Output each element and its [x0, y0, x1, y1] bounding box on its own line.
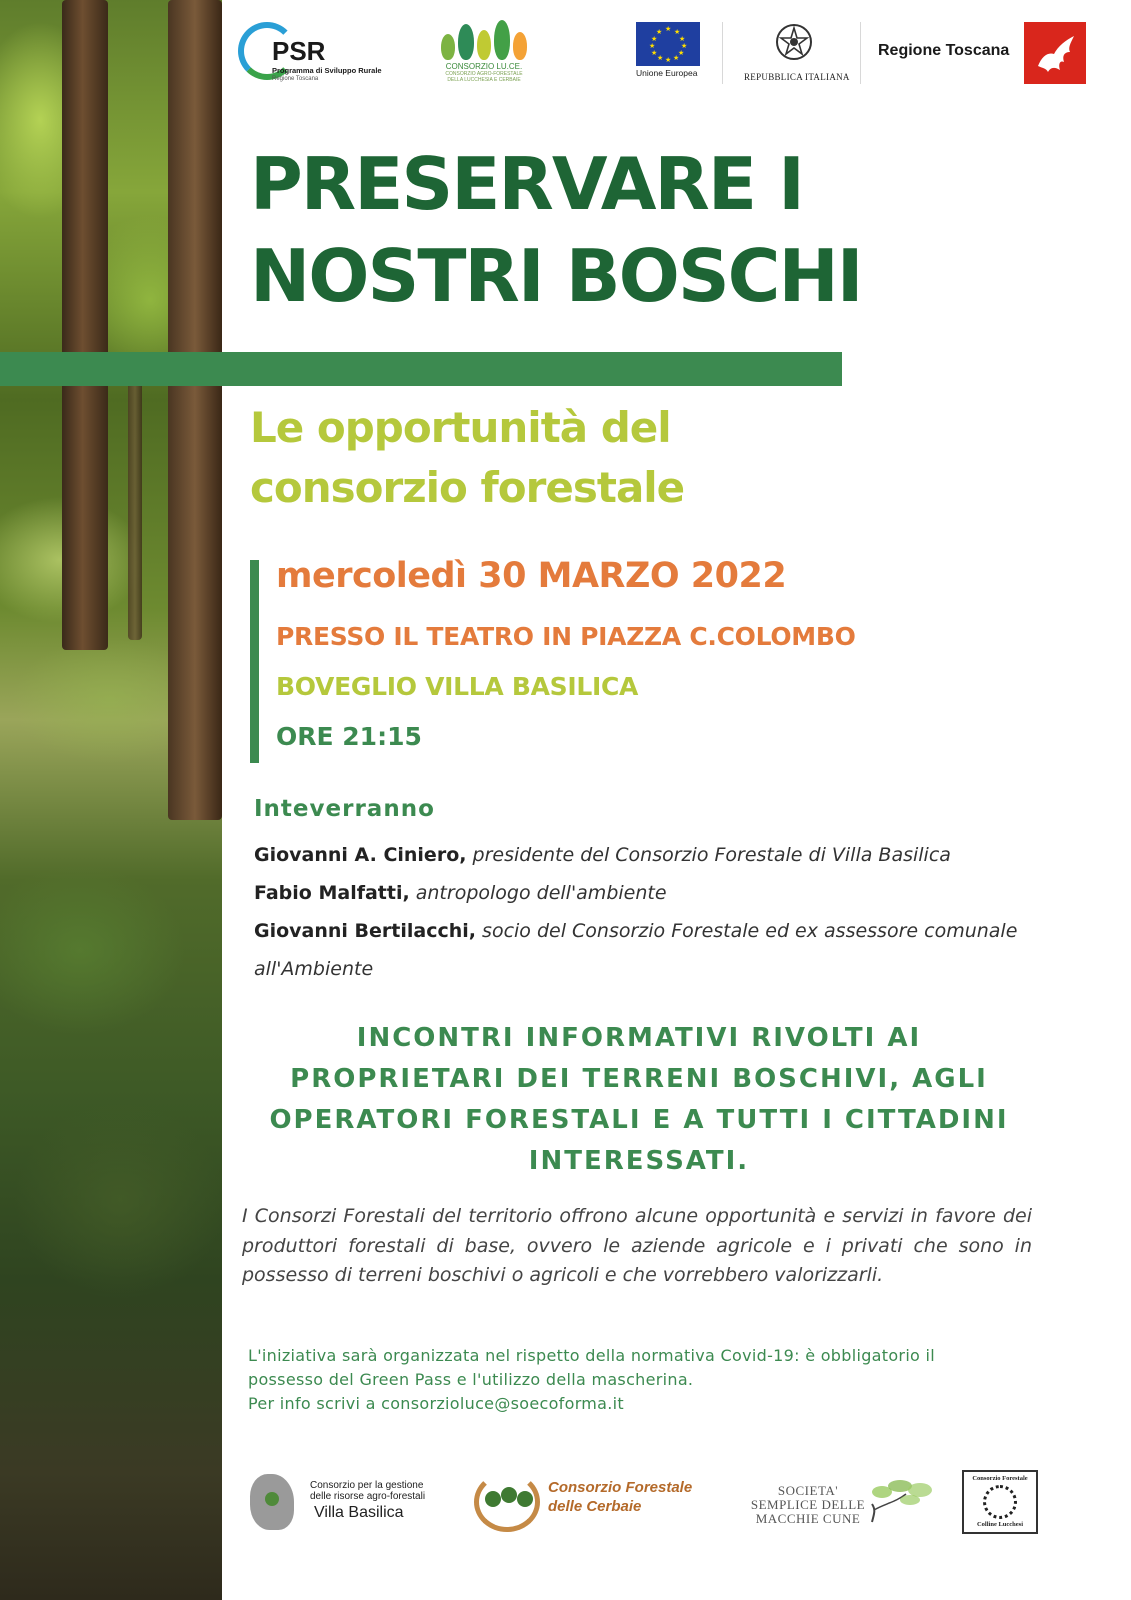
villa-basilica-logo: [248, 1474, 448, 1534]
cerbaie-trees-icon: [474, 1472, 540, 1532]
cerbaie-name: Consorzio Forestale delle Cerbaie: [548, 1479, 693, 1515]
page-title: [250, 138, 1050, 322]
villa-basilica-name: Villa Basilica: [314, 1504, 404, 1521]
speakers-list: [254, 836, 1054, 988]
info-line: INTERESSATI.: [528, 1146, 750, 1176]
speakers-heading: Inteverranno: [254, 796, 435, 822]
info-line: INCONTRI INFORMATIVI RIVOLTI AI: [356, 1023, 922, 1053]
event-time: ORE 21:15: [276, 722, 422, 751]
psr-logo: [238, 22, 388, 84]
psr-region: Regione Toscana: [272, 76, 319, 82]
luce-subtitle: CONSORZIO AGRO-FORESTALE: [445, 71, 523, 77]
speaker-name: Giovanni Bertilacchi,: [254, 920, 476, 942]
luce-subtitle: DELLA LUCCHESIA E CERBAIE: [447, 77, 521, 83]
luce-name: CONSORZIO LU.CE.: [445, 62, 523, 71]
subtitle-line: consorzio forestale: [250, 463, 685, 512]
colline-caption: Consorzio Forestale: [972, 1475, 1028, 1482]
macchie-cune-logo: [748, 1474, 938, 1534]
speaker-role: antropologo dell'ambiente: [415, 882, 667, 904]
covid-notice: [248, 1344, 1048, 1416]
event-date: mercoledì 30 MARZO 2022: [276, 556, 787, 596]
tree-trunk: [168, 0, 222, 820]
speaker-role: presidente del Consorzio Forestale di Villa Basilica: [472, 844, 951, 866]
event-venue: PRESSO IL TEATRO IN PIAZZA C.COLOMBO: [276, 622, 856, 651]
title-line: PRESERVARE I: [250, 142, 803, 226]
speaker-name: Giovanni A. Ciniero,: [254, 844, 467, 866]
subtitle: [250, 398, 950, 518]
info-heading: [244, 1018, 1034, 1182]
olive-tree-icon: [862, 1474, 936, 1524]
tree-trunk: [128, 380, 142, 640]
speaker-item: [254, 874, 1054, 912]
repubblica-logo: [744, 22, 850, 84]
colline-name: Colline Lucchesi: [976, 1521, 1024, 1528]
pegasus-icon: [1024, 22, 1086, 84]
italian-emblem-icon: [774, 22, 814, 62]
contact-email[interactable]: Per info scrivi a consorzioluce@soecoforma.it: [248, 1394, 624, 1413]
speaker-name: Fabio Malfatti,: [254, 882, 410, 904]
info-line: PROPRIETARI DEI TERRENI BOSCHIVI, AGLI: [290, 1064, 988, 1094]
regione-toscana-logo: [878, 22, 1088, 84]
covid-line: L'iniziativa sarà organizzata nel rispetto della normativa Covid-19: è obbligatorio il: [248, 1346, 936, 1365]
region-map-icon: [250, 1474, 294, 1530]
psr-name: PSR: [272, 36, 326, 66]
psr-subtitle: Programma di Sviluppo Rurale: [272, 66, 382, 75]
description-paragraph: I Consorzi Forestali del territorio offrono alcune opportunità e servizi in favore dei produttori forestali di base, ovvero le aziende agricole e i privati che sono in possesso di terreni boschivi o agricoli e che vorrebbero valorizzarli.: [242, 1205, 1032, 1286]
colline-lucchesi-logo: [962, 1470, 1038, 1534]
tree-trunk: [62, 0, 108, 650]
repubblica-name: REPUBBLICA ITALIANA: [744, 72, 850, 82]
logo-divider: [860, 22, 861, 84]
regione-name: Regione Toscana: [878, 42, 1010, 59]
forest-photo: [0, 0, 222, 1600]
eu-logo: [636, 22, 702, 82]
villa-basilica-caption: Consorzio per la gestione delle risorse agro-forestali: [310, 1480, 426, 1502]
speaker-role: socio del Consorzio Forestale ed ex assessore comunale all'Ambiente: [254, 920, 1018, 980]
eu-name: Unione Europea: [636, 68, 698, 78]
consorzio-luce-logo: [436, 18, 532, 90]
logo-divider: [722, 22, 723, 84]
seal-icon: [983, 1485, 1017, 1519]
speaker-item: [254, 836, 1054, 874]
covid-line: possesso del Green Pass e l'utilizzo della mascherina.: [248, 1370, 694, 1389]
speaker-item: [254, 912, 1054, 988]
event-place: BOVEGLIO VILLA BASILICA: [276, 672, 639, 701]
cerbaie-logo: [474, 1470, 734, 1536]
subtitle-line: Le opportunità del: [250, 403, 671, 452]
luce-trees-icon: [436, 18, 532, 60]
title-divider-bar: [0, 352, 842, 386]
info-line: OPERATORI FORESTALI E A TUTTI I CITTADINI: [269, 1105, 1009, 1135]
macchie-cune-name: SOCIETA' SEMPLICE DELLE MACCHIE CUNE: [750, 1483, 866, 1526]
event-accent-bar: [250, 560, 259, 763]
eu-flag-icon: ★ ★ ★ ★ ★ ★ ★ ★ ★ ★ ★ ★: [636, 22, 700, 66]
title-line: NOSTRI BOSCHI: [250, 234, 862, 318]
